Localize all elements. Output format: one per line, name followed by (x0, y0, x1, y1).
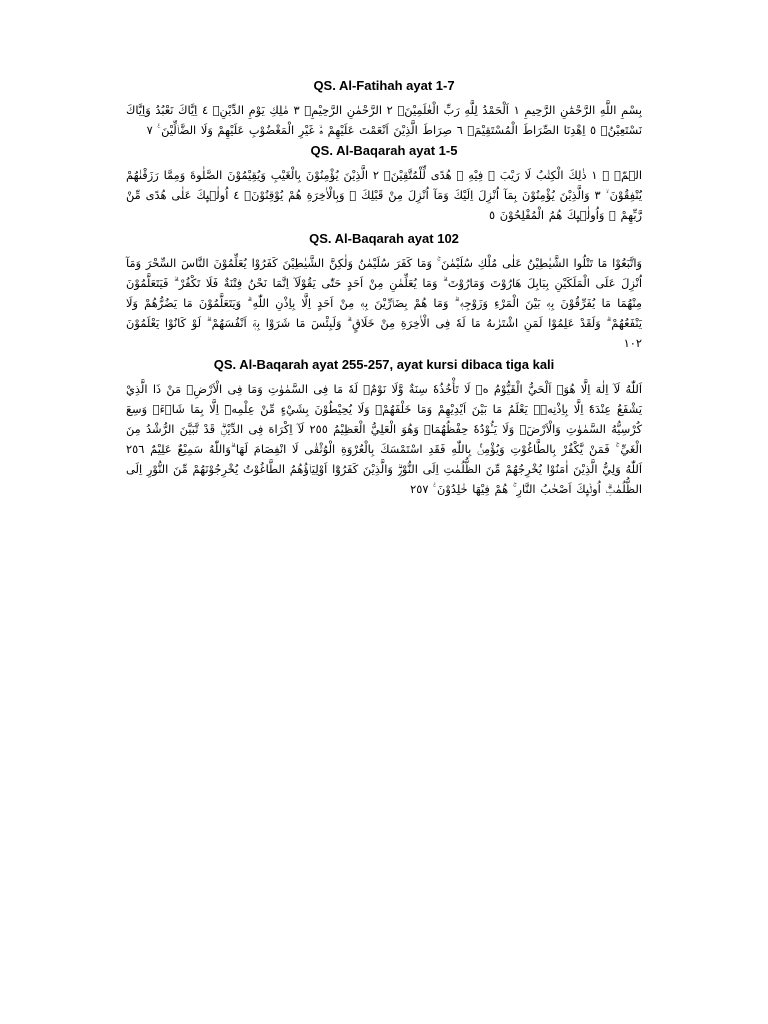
ayat-text: الۤمّۤ ۚ ١ ذٰلِكَ الْكِتٰبُ لَا رَيْبَ ۛ فِيْهِ ۛ هُدًى لِّلْمُتَّقِيْنَۙ ٢ الَّذِيْنَ يُؤْمِنُوْنَ بِالْغَيْبِ وَيُقِيْمُوْنَ الصَّلٰوةَ وَمِمَّا رَزَقْنٰهُمْ يُنْفِقُوْنَ ۙ ٣ وَالَّذِيْنَ يُؤْمِنُوْنَ بِمَآ اُنْزِلَ اِلَيْكَ وَمَآ اُنْزِلَ مِنْ قَبْلِكَ ۚ وَبِالْاٰخِرَةِ هُمْ يُوْقِنُوْنَۗ ٤ اُولٰۤىِٕكَ عَلٰى هُدًى مِّنْ رَّبِّهِمْ ۙ وَاُولٰۤىِٕكَ هُمُ الْمُفْلِحُوْنَ ٥ (126, 168, 643, 222)
section-title: QS. Al-Baqarah ayat 255-257, ayat kursi dibaca tiga kali (213, 357, 555, 372)
document-page (126, 78, 642, 499)
section-al-fatihah (126, 78, 642, 140)
section-al-baqarah-255-257 (126, 357, 642, 499)
section-title: QS. Al-Baqarah ayat 102 (309, 231, 459, 246)
ayat-text: بِسْمِ اللَّهِ الرَّحْمَٰنِ الرَّحِيمِ ١ اَلْحَمْدُ لِلَّهِ رَبِّ الْعٰلَمِيْنَۙ ٢ الرَّحْمٰنِ الرَّحِيْمِۙ ٣ مٰلِكِ يَوْمِ الدِّيْنِۗ ٤ اِيَّاكَ نَعْبُدُ وَاِيَّاكَ نَسْتَعِيْنُۗ ٥ اِهْدِنَا الصِّرَاطَ الْمُسْتَقِيْمَۙ ٦ صِرَاطَ الَّذِيْنَ اَنْعَمْتَ عَلَيْهِمْ ەۙ غَيْرِ الْمَغْضُوْبِ عَلَيْهِمْ وَلَا الضَّاۤلِّيْنَ ࣖ ٧ (126, 103, 642, 137)
section-title: QS. Al-Fatihah ayat 1-7 (313, 78, 455, 93)
ayat-text: اَللّٰهُ لَآ اِلٰهَ اِلَّا هُوَۚ اَلْحَيُّ الْقَيُّوْمُ ەۚ لَا تَأْخُذُهٗ سِنَةٌ وَّلَا نَوْمٌۗ لَهٗ مَا فِى السَّمٰوٰتِ وَمَا فِى الْاَرْضِۗ مَنْ ذَا الَّذِيْ يَشْفَعُ عِنْدَهٗٓ اِلَّا بِاِذْنِهٖۗ يَعْلَمُ مَا بَيْنَ اَيْدِيْهِمْ وَمَا خَلْفَهُمْۚ وَلَا يُحِيْطُوْنَ بِشَيْءٍ مِّنْ عِلْمِهٖٓ اِلَّا بِمَا شَاۤءَۚ وَسِعَ كُرْسِيُّهُ السَّمٰوٰتِ وَالْاَرْضَۚ وَلَا يَـُٔوْدُهٗ حِفْظُهُمَاۚ وَهُوَ الْعَلِيُّ الْعَظِيْمُ ٢٥٥ لَآ اِكْرَاهَ فِى الدِّيْنِۗ قَدْ تَّبَيَّنَ الرُّشْدُ مِنَ الْغَيِّ ۚ فَمَنْ يَّكْفُرْ بِالطَّاغُوْتِ وَيُؤْمِنْۢ بِاللّٰهِ فَقَدِ اسْتَمْسَكَ بِالْعُرْوَةِ الْوُثْقٰى لَا انْفِصَامَ لَهَا ۗوَاللّٰهُ سَمِيْعٌ عَلِيْمٌ ٢٥٦ اَللّٰهُ وَلِيُّ الَّذِيْنَ اٰمَنُوْا يُخْرِجُهُمْ مِّنَ الظُّلُمٰتِ اِلَى النُّوْرِۗ وَالَّذِيْنَ كَفَرُوْٓا اَوْلِيَاۤؤُهُمُ الطَّاغُوْتُ يُخْرِجُوْنَهُمْ مِّنَ النُّوْرِ اِلَى الظُّلُمٰتِۗ اُولٰۤىِٕكَ اَصْحٰبُ النَّارِ ۚ هُمْ فِيْهَا خٰلِدُوْنَ ࣖ ٢٥٧ (126, 382, 642, 496)
section-al-baqarah-102 (126, 231, 642, 353)
ayat-text: وَاتَّبَعُوْا مَا تَتْلُوا الشَّيٰطِيْنُ عَلٰى مُلْكِ سُلَيْمٰنَ ۚ وَمَا كَفَرَ سُلَيْمٰنُ وَلٰكِنَّ الشَّيٰطِيْنَ كَفَرُوْا يُعَلِّمُوْنَ النَّاسَ السِّحْرَ وَمَآ اُنْزِلَ عَلَى الْمَلَكَيْنِ بِبَابِلَ هَارُوْتَ وَمَارُوْتَ ۗ وَمَا يُعَلِّمٰنِ مِنْ اَحَدٍ حَتّٰى يَقُوْلَآ اِنَّمَا نَحْنُ فِتْنَةٌ فَلَا تَكْفُرْ ۗ فَيَتَعَلَّمُوْنَ مِنْهُمَا مَا يُفَرِّقُوْنَ بِهٖ بَيْنَ الْمَرْءِ وَزَوْجِهٖ ۗ وَمَا هُمْ بِضَاۤرِّيْنَ بِهٖ مِنْ اَحَدٍ اِلَّا بِاِذْنِ اللّٰهِ ۗ وَيَتَعَلَّمُوْنَ مَا يَضُرُّهُمْ وَلَا يَنْفَعُهُمْ ۗ وَلَقَدْ عَلِمُوْا لَمَنِ اشْتَرٰىهُ مَا لَهٗ فِى الْاٰخِرَةِ مِنْ خَلَاقٍ ۗ وَلَبِئْسَ مَا شَرَوْا بِهٖٓ اَنْفُسَهُمْ ۗ لَوْ كَانُوْا يَعْلَمُوْنَ ١٠٢ (126, 256, 642, 350)
section-title: QS. Al-Baqarah ayat 1-5 (310, 143, 458, 158)
section-al-baqarah-1-5 (126, 143, 642, 225)
